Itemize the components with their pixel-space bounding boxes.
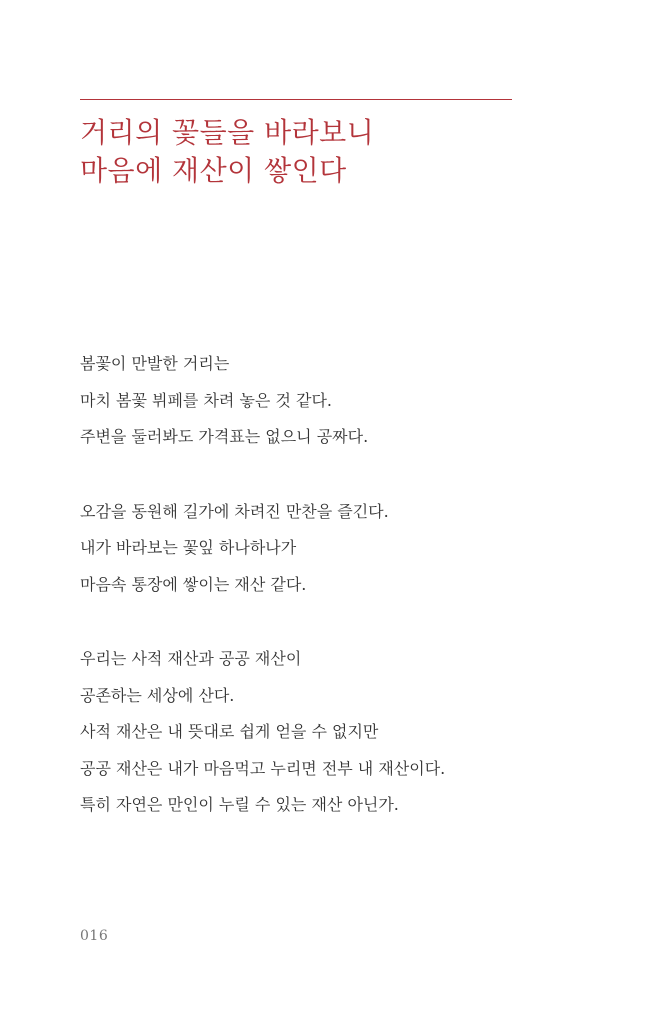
stanza-line: 봄꽃이 만발한 거리는: [80, 354, 230, 373]
stanza-line: 공존하는 세상에 산다.: [80, 685, 235, 705]
stanza-line: 마치 봄꽃 뷔페를 차려 놓은 것 같다.: [80, 390, 332, 410]
stanza-line: 공공 재산은 내가 마음먹고 누리면 전부 내 재산이다.: [80, 758, 446, 778]
stanza-3: [80, 641, 580, 824]
stanza-line: 내가 바라보는 꽃잎 하나하나가: [80, 538, 297, 557]
page-title: [80, 114, 374, 190]
title-line-2: 마음에 재산이 쌓인다: [80, 154, 347, 187]
page-number: 016: [80, 928, 109, 944]
stanza-line: 오감을 동원해 길가에 차려진 만찬을 즐긴다.: [80, 501, 389, 521]
stanza-line: 사적 재산은 내 뜻대로 쉽게 얻을 수 없지만: [80, 722, 379, 741]
title-rule: [80, 99, 512, 100]
stanza-1: [80, 346, 580, 456]
stanza-line: 마음속 통장에 쌓이는 재산 같다.: [80, 574, 307, 594]
poem-body: [80, 346, 580, 862]
title-line-1: 거리의 꽃들을 바라보니: [80, 116, 375, 149]
stanza-line: 주변을 둘러봐도 가격표는 없으니 공짜다.: [80, 427, 369, 446]
stanza-2: [80, 494, 580, 604]
stanza-line: 특히 자연은 만인이 누릴 수 있는 재산 아닌가.: [80, 795, 399, 814]
stanza-line: 우리는 사적 재산과 공공 재산이: [80, 649, 302, 668]
